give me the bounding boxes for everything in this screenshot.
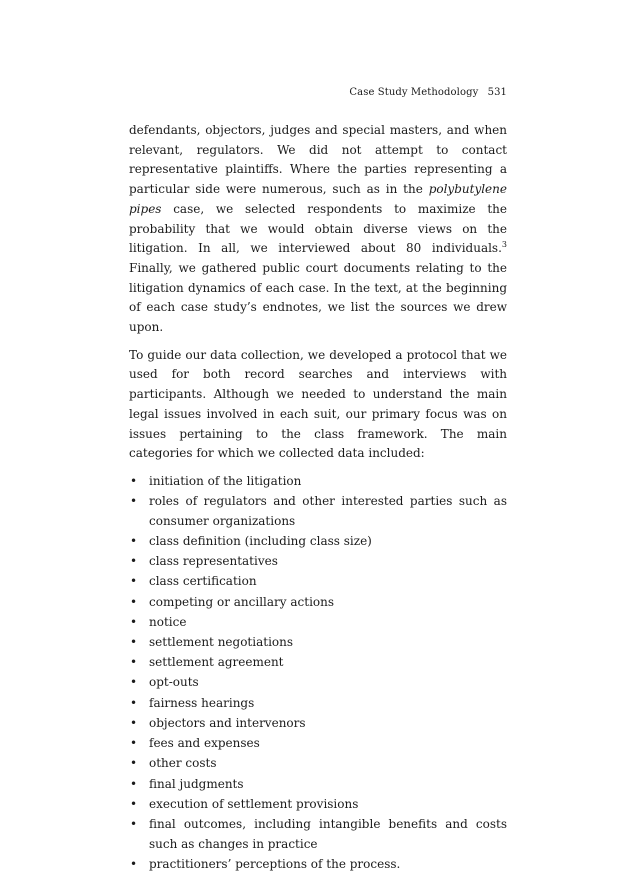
list-item-text: notice	[149, 614, 187, 629]
bullet-icon: •	[130, 776, 138, 791]
list-item	[129, 714, 507, 734]
list-item-text: class definition (including class size)	[149, 534, 372, 549]
list-item	[129, 633, 507, 653]
page-number: 531	[487, 87, 507, 98]
bullet-icon: •	[130, 736, 138, 751]
list-item	[129, 775, 507, 795]
body-text	[129, 121, 507, 875]
list-item	[129, 734, 507, 754]
bullet-icon: •	[130, 816, 138, 831]
list-item-text: class representatives	[149, 554, 278, 569]
list-item	[129, 593, 507, 613]
list-item	[129, 855, 507, 875]
list-item-text: final outcomes, including intangible benefits and costs such as changes in practice	[149, 816, 507, 851]
paragraph-1-text-c: Finally, we gathered public court documents relating to the litigation dynamics of each case. In the text, at the beginning of each case study’s endnotes, we list the sources we drew upon.	[129, 260, 507, 335]
list-item-text: initiation of the litigation	[149, 473, 302, 488]
bullet-icon: •	[130, 715, 138, 730]
list-item	[129, 694, 507, 714]
case-name-italic: polybutylene pipes	[129, 182, 507, 216]
running-head	[349, 87, 507, 98]
list-item-text: settlement agreement	[149, 655, 284, 670]
bullet-icon: •	[130, 756, 138, 771]
running-head-title: Case Study Methodology	[349, 87, 479, 98]
list-item	[129, 552, 507, 572]
bullet-icon: •	[130, 614, 138, 629]
list-item	[129, 532, 507, 552]
list-item-text: practitioners’ perceptions of the process.	[149, 856, 401, 871]
paragraph-1-text-b: case, we selected respondents to maximize the probability that we would obtain diverse views on the litigation. In all, we interviewed about 80 individuals.	[129, 201, 507, 256]
list-item-text: execution of settlement provisions	[149, 796, 359, 811]
list-item-text: competing or ancillary actions	[149, 594, 335, 609]
list-item-text: other costs	[149, 756, 217, 771]
list-item-text: class certification	[149, 574, 257, 589]
list-item	[129, 795, 507, 815]
list-item	[129, 492, 507, 531]
bullet-icon: •	[130, 554, 138, 569]
list-item	[129, 613, 507, 633]
list-item	[129, 572, 507, 592]
bullet-icon: •	[130, 534, 138, 549]
list-item	[129, 815, 507, 854]
data-categories-list	[129, 472, 507, 875]
bullet-icon: •	[130, 494, 138, 509]
paragraph-1-text-a: defendants, objectors, judges and special masters, and when relevant, regulators. We did not attempt to contact representative plaintiffs. Where the parties representing a particular side were numerous, such as in the	[129, 123, 507, 197]
bullet-icon: •	[130, 655, 138, 670]
bullet-icon: •	[130, 856, 138, 871]
list-item	[129, 472, 507, 492]
bullet-icon: •	[130, 695, 138, 710]
list-item	[129, 673, 507, 693]
list-item	[129, 653, 507, 673]
bullet-icon: •	[130, 473, 138, 488]
list-item-text: settlement negotiations	[149, 635, 294, 650]
bullet-icon: •	[130, 594, 138, 609]
list-item-text: opt-outs	[149, 675, 199, 690]
bullet-icon: •	[130, 675, 138, 690]
bullet-icon: •	[130, 574, 138, 589]
list-item-text: objectors and intervenors	[149, 715, 306, 730]
list-item-text: fees and expenses	[149, 736, 260, 751]
list-item	[129, 754, 507, 774]
paragraph-2: To guide our data collection, we developed a protocol that we used for both record searches and interviews with participants. Although we needed to understand the main legal issues involved in each suit, our primary focus was on issues pertaining to the class framework. The main categories for which we collected data included:	[129, 347, 507, 461]
paragraph-1	[129, 121, 507, 338]
list-item-text: fairness hearings	[149, 695, 255, 710]
list-item-text: roles of regulators and other interested parties such as consumer organizations	[149, 494, 507, 528]
list-item-text: final judgments	[149, 776, 244, 791]
bullet-icon: •	[130, 796, 138, 811]
footnote-marker[interactable]: 3	[501, 240, 507, 250]
bullet-icon: •	[130, 635, 138, 650]
